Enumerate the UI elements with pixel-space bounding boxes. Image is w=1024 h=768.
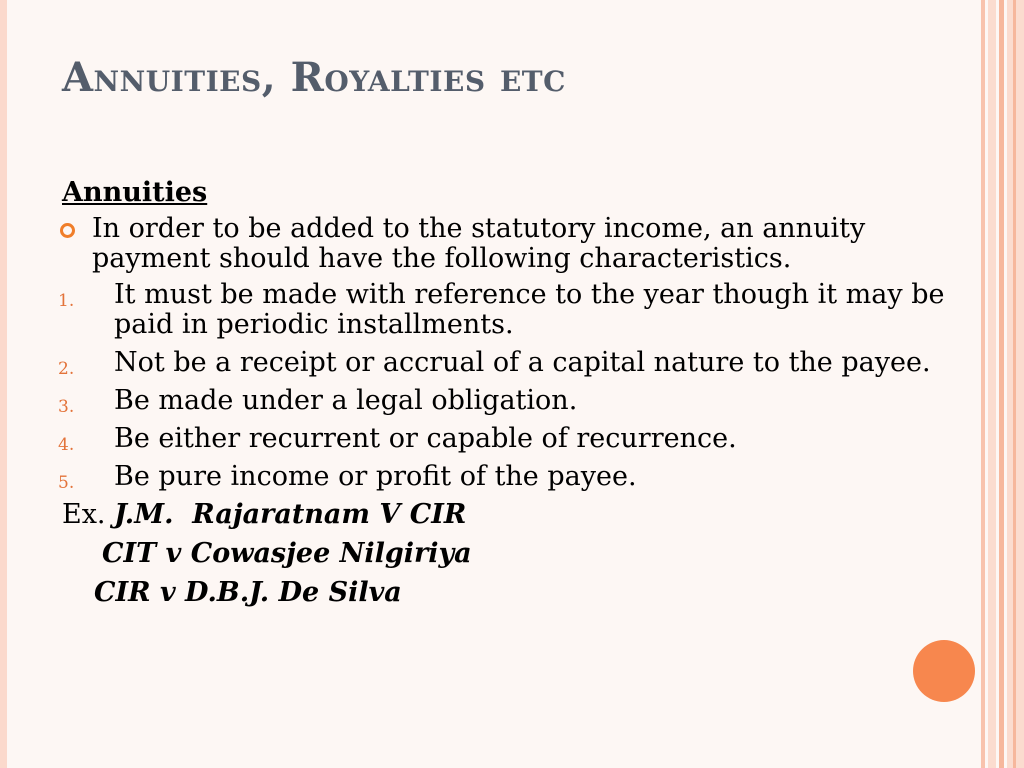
list-number: 2. (58, 359, 75, 379)
list-item-text: Not be a receipt or accrual of a capital nature to the payee. (114, 347, 931, 378)
example-line (62, 500, 962, 530)
list-item (58, 347, 962, 379)
list-item (58, 385, 962, 417)
list-item (58, 423, 962, 455)
slide-body (58, 177, 962, 608)
list-item-text: Be either recurrent or capable of recurrence. (114, 423, 737, 454)
bullet-circle-icon (60, 223, 75, 238)
example-label: Ex. (62, 499, 106, 530)
list-item-text: Be pure income or profit of the payee. (114, 461, 637, 492)
right-decorative-stripe (1013, 0, 1016, 768)
case-citation: CIR v D.B.J. De Silva (94, 577, 402, 608)
right-decorative-stripe (988, 0, 996, 768)
list-number: 3. (58, 397, 75, 417)
list-item (58, 279, 962, 340)
bullet-item (62, 214, 962, 274)
list-item (58, 461, 962, 493)
numbered-list (58, 279, 962, 493)
decorative-orange-circle (913, 640, 975, 702)
case-citation: J.M. Rajaratnam V CIR (114, 499, 467, 530)
list-number: 5. (58, 473, 75, 493)
section-heading: Annuities (62, 177, 208, 208)
list-number: 4. (58, 435, 75, 455)
case-citation: CIT v Cowasjee Nilgiriya (102, 538, 472, 569)
list-item-text: Be made under a legal obligation. (114, 385, 578, 416)
bullet-text: In order to be added to the statutory income, an annuity payment should have the following characteristics. (92, 213, 866, 274)
right-decorative-stripe (999, 0, 1004, 768)
left-decorative-stripe (0, 0, 7, 768)
slide-title: Annuities, Royalties etc (62, 54, 566, 101)
list-item-text: It must be made with reference to the year though it may be paid in periodic installments. (114, 279, 945, 340)
list-number: 1. (58, 291, 75, 311)
right-decorative-stripe (981, 0, 985, 768)
